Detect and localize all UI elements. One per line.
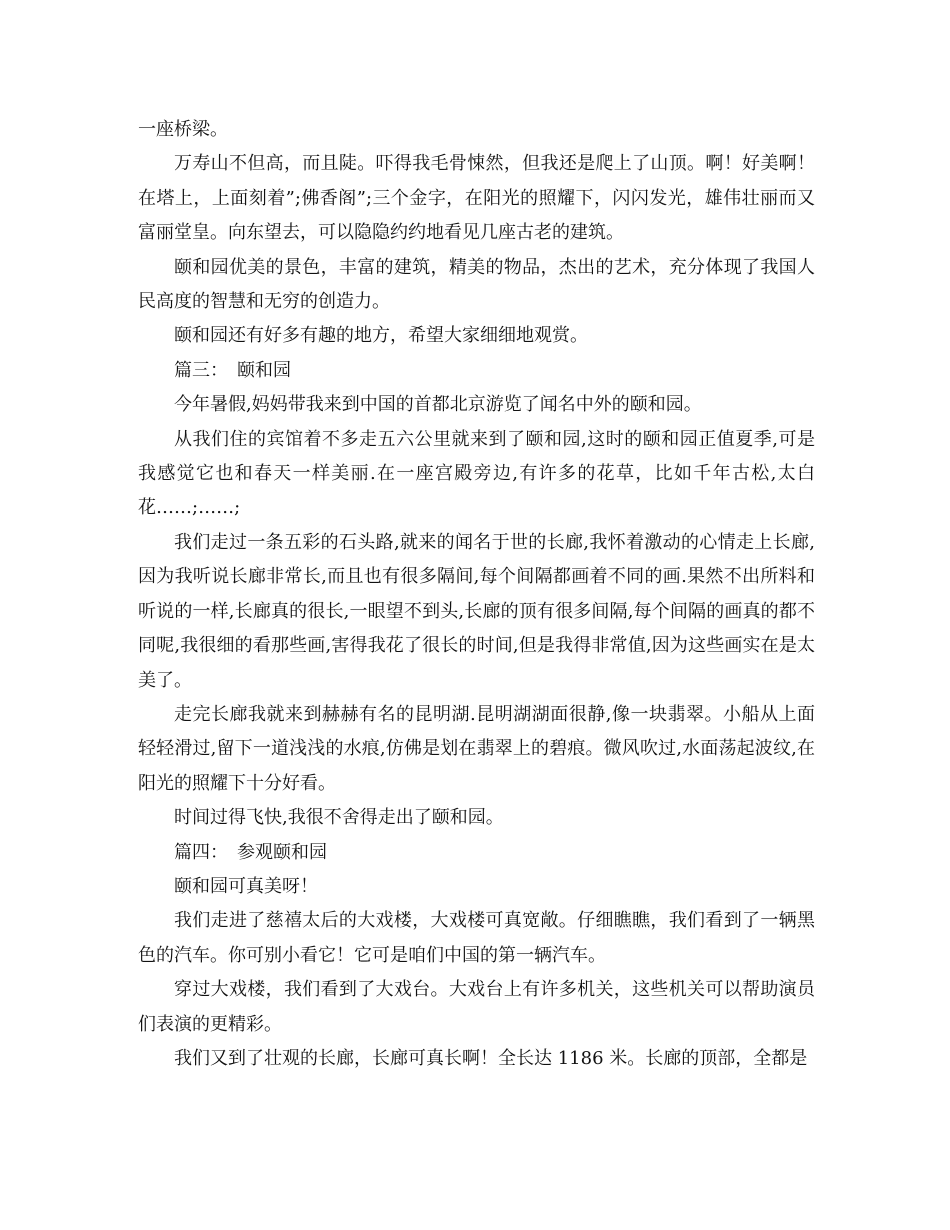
paragraph-stage: 穿过大戏楼，我们看到了大戏台。大戏台上有许多机关，这些机关可以帮助演员们表演的更精彩。 bbox=[138, 979, 815, 1035]
paragraph-corridor-length: 我们又到了壮观的长廊，长廊可真长啊！全长达 1186 米。长廊的顶部，全都是 bbox=[174, 1047, 808, 1069]
paragraph-leaving: 时间过得飞快,我很不舍得走出了颐和园。 bbox=[174, 807, 504, 829]
section-heading-part-three: 篇三： 颐和园 bbox=[174, 359, 291, 381]
paragraph-wanshou-mountain: 万寿山不但高，而且陡。吓得我毛骨悚然，但我还是爬上了山顶。啊！好美啊！在塔上，上面刻着”;佛香阁”;三个金字，在阳光的照耀下，闪闪发光，雄伟壮丽而又富丽堂皇。向东望去，可以隐隐约约地看见几座古老的建筑。 bbox=[138, 153, 815, 244]
paragraph-summer-trip: 今年暑假,妈妈带我来到中国的首都北京游览了闻名中外的颐和园。 bbox=[174, 394, 702, 416]
paragraph-scenery-summary: 颐和园优美的景色，丰富的建筑，精美的物品，杰出的艺术，充分体现了我国人民高度的智慧和无穷的创造力。 bbox=[138, 256, 815, 313]
paragraph-long-corridor: 我们走过一条五彩的石头路,就来的闻名于世的长廊,我怀着激动的心情走上长廊,因为我听说长廊非常长,而且也有很多隔间,每个间隔都画着不同的画.果然不出所料和听说的一样,长廊真的很长,一眼望不到头,长廊的顶有很多间隔,每个间隔的画真的都不同呢,我很细的看那些画,害得我花了很长的时间,但是我得非常值,因为这些画实在是太美了。 bbox=[138, 531, 815, 691]
paragraph-opera-house: 我们走进了慈禧太后的大戏楼，大戏楼可真宽敞。仔细瞧瞧，我们看到了一辆黑色的汽车。你可别小看它！它可是咱们中国的第一辆汽车。 bbox=[138, 910, 815, 966]
section-heading-part-four: 篇四： 参观颐和园 bbox=[174, 841, 327, 863]
paragraph-continuation: 一座桥梁。 bbox=[138, 119, 228, 140]
document-body bbox=[138, 113, 815, 1076]
paragraph-arrival: 从我们住的宾馆着不多走五六公里就来到了颐和园,这时的颐和园正值夏季,可是我感觉它也和春天一样美丽.在一座宫殿旁边,有许多的花草，比如千年古松,太白花……;……; bbox=[138, 428, 815, 519]
paragraph-beautiful: 颐和园可真美呀！ bbox=[174, 875, 318, 897]
paragraph-kunming-lake: 走完长廊我就来到赫赫有名的昆明湖.昆明湖湖面很静,像一块翡翠。小船从上面轻轻滑过,留下一道浅浅的水痕,仿佛是划在翡翠上的碧痕。微风吹过,水面荡起波纹,在阳光的照耀下十分好看。 bbox=[138, 703, 815, 794]
paragraph-closing: 颐和园还有好多有趣的地方，希望大家细细地观赏。 bbox=[174, 325, 588, 347]
